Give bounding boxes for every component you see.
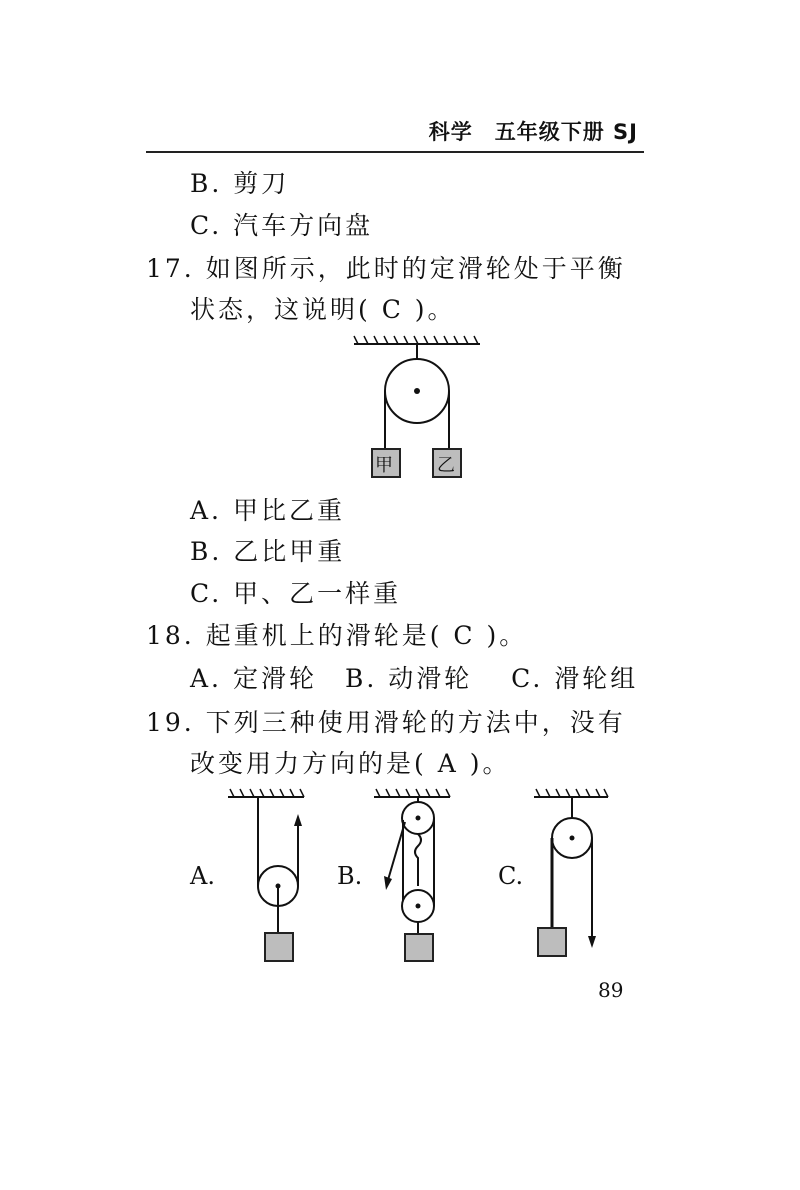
q19-label-c: C.: [498, 862, 524, 890]
q17-stem-line1: 17. 如图所示，此时的定滑轮处于平衡: [146, 254, 626, 283]
q19-stem-line1: 19. 下列三种使用滑轮的方法中，没有: [146, 708, 626, 737]
q16-option-c: C. 汽车方向盘: [190, 211, 374, 240]
box-yi-label: 乙: [437, 455, 455, 476]
q16-option-b: B. 剪刀: [190, 169, 290, 198]
q17-stem-line2: 状态，这说明( C )。: [190, 295, 456, 324]
box-jia-label: 甲: [375, 455, 393, 476]
q17-option-c: C. 甲、乙一样重: [190, 579, 402, 608]
page-number: 89: [598, 978, 624, 1002]
q19-label-a: A.: [190, 862, 215, 890]
q19-label-b: B.: [337, 862, 363, 890]
q17-option-a: A. 甲比乙重: [190, 496, 345, 525]
q18-options: A. 定滑轮 B. 动滑轮 C. 滑轮组: [190, 664, 639, 693]
q18-stem: 18. 起重机上的滑轮是( C )。: [146, 621, 528, 650]
q17-option-b: B. 乙比甲重: [190, 537, 346, 566]
q19-stem-line2: 改变用力方向的是( A )。: [190, 749, 511, 778]
running-header: 科学 五年级下册 SJ: [428, 120, 638, 144]
